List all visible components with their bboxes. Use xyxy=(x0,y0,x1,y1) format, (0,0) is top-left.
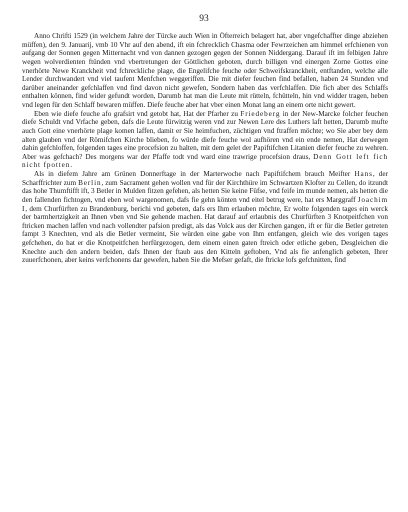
paragraph xyxy=(22,170,388,265)
paragraph-text: Anno Chrifti 1529 (in welchem Jahre der Türcke auch Wien in Öfterreich belagert hat, aber vngefchaffter dinge abziehen müffen), den 9. Januarij, vmb 10 Vhr auf den abend, ift ein fchrecklich Chasma oder Fewrzeichen am himmel erfchienen von aufgang der Sonnen gegen Mitternacht vnd von dannen gezogen gegen der Sonnen Niddergang. Darauf ift im felbigen Jahre wegen wolverdienten ftünden vnd vbertretungen der Göttlichen geboten, durch billigen vnd einergen Zorne Gottes eine vnerhörte Newe Kranckheit vnd fchreckliche plage, die Engelifche feuche oder Schweifskranckheit, entftanden, welche alle Lender durchwandert vnd viel taufent Menfchen weggeriffen. Die mit diefer feuchen find befallen, haben 24 Stunden vnd darüber aneinander gefchlaffen vnd find davon nicht gewefen, Sondern haben das verfchlaffen. Die fich aber des Schlaffs enthalten können, find wider gefundt worden, Darumb hat man die Leute mit rütteln, fchütteln, hin vnd widder tragen, heben vnd legen für den Schlaff bewaren müffen. Diefe feuche aber hat vber einen Monat lang an einem orte nicht gewert. xyxy=(22,32,388,109)
page-number: 93 xyxy=(199,14,209,24)
paragraph-text: , dem Churfürften zu Brandenburg, berichi vnd gebeten, dafs ers Ihm erlauben möchte, Er wolte folgenden tages ein werck der barmhertzigkeit an Ihnen vben vnd Sie gehende machen. Hat darauf auf erlaubnis des Churfürften 3 Knotpeitfchen von ftricken machen laffen vnd nach vollendter pafsion predigt, als das Volck aus der Kirchen gangen, ift er für die Betler getreten fampt 3 Knechten, vnd als die Betler vermeint, Sie würden eine gabe von Ihm entfangen, gleich wie des vorigen tages gefchehen, do hat er die Knotpeitfchen herfürgezogen, dem einem einen gaten ftreich oder etliche geben, Desgleichen die Knechte auch den andern beiden, dafs Ihnen der ftaub aus den Kitteln geftoben, Vnd als fie anfenglich gebeten, Ihrer zuuerfchonen, aber keins verfchonens dar gewefen, haben Sie die Mefser gefaft, die ftricke lofs gefchnitten, find xyxy=(22,204,388,265)
emphasized-text: Joachim I xyxy=(22,195,388,213)
paragraph-text: , zum Sacrament gehen wollen vnd für der Kirchthüre im Schwartzen Klofter zu Cellen, do itzundt das hohe Thumftifft ift, 3 Betler in Mulden fitzen gefehen, als hetten Sie keine Füfse, vnd feife im munde nemen, als hetten die den fallenden fichtogen, vnd eben wol wargenomen, dafs fie gehn könten vnd eitel betrug were, hat ers Marggraff xyxy=(22,178,389,204)
paragraph-text: in der New-Marcke folcher feuchen diefe Schuldt vnd Vrfache geben, dafs die Leute fürwitzig weren vnd zur Newen Lere des Luthers laft hetten, Darumb mufte auch Gott eine vnerhörte plage komen laffen, damit er Sie heimfuchen, züchtigen vnd ftraffen möchte; wo Sie aber bey dem alten glauben vnd der Römifchen Kirche blieben, fo würde diefe feuche wol aufhören vnd ein ende nemen, Hat derwegen dahin gefchloffen, folgenden tages eine procefsion zu halten, mit dem gelet der Papiftifchen Litanien diefer feuche zu wehren. Aber was gefchach? Des morgens war der Pfaffe todt vnd ward eine trawrige procefsion draus, xyxy=(22,109,388,161)
paragraph-text: , der Scharffrichter zum xyxy=(22,170,388,187)
emphasized-text: Friedeberg xyxy=(240,109,281,118)
emphasized-text: Berlin xyxy=(78,178,102,187)
paragraph-text: Eben wie diefe feuche afo grafsirt vnd getobt hat, Hat der Pfarher zu xyxy=(34,109,241,118)
paragraph xyxy=(22,32,388,110)
emphasized-text: Hans xyxy=(354,170,373,178)
paragraph-text: . xyxy=(70,161,73,170)
paragraph-text: Als in diefem Jahre am Grünen Donnerftage in der Marterwoche nach Papiftifchem brauch Meifter xyxy=(34,170,355,178)
paragraph xyxy=(22,110,388,170)
emphasized-text: Denn Gott left fich nicht fpotten xyxy=(22,152,388,170)
body-text xyxy=(22,32,388,265)
